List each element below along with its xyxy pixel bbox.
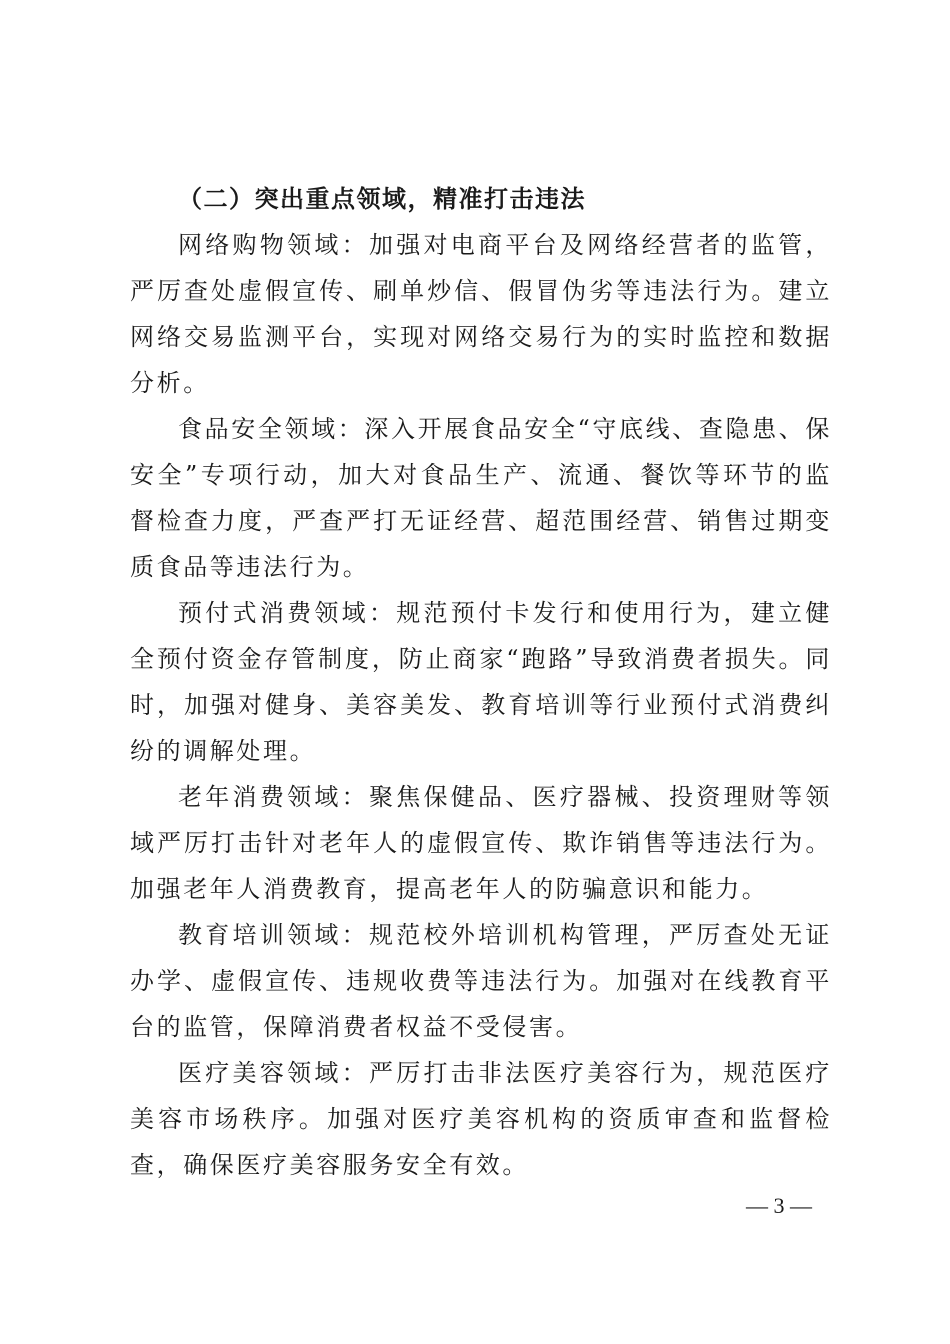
paragraph-medical-cosmetology: 医疗美容领域：严厉打击非法医疗美容行为，规范医疗美容市场秩序。加强对医疗美容机构的资质审查和监督检查，确保医疗美容服务安全有效。 [130, 1059, 832, 1179]
document-body [130, 176, 832, 1188]
paragraph-food-safety: 食品安全领域：深入开展食品安全“守底线、查隐患、保安全”专项行动，加大对食品生产、流通、餐饮等环节的监督检查力度，严查严打无证经营、超范围经营、销售过期变质食品等违法行为。 [130, 415, 832, 581]
paragraph-elderly-consumption: 老年消费领域：聚焦保健品、医疗器械、投资理财等领域严厉打击针对老年人的虚假宣传、欺诈销售等违法行为。加强老年人消费教育，提高老年人的防骗意识和能力。 [130, 783, 832, 903]
paragraph-prepaid-consumption: 预付式消费领域：规范预付卡发行和使用行为，建立健全预付资金存管制度，防止商家“跑路”导致消费者损失。同时，加强对健身、美容美发、教育培训等行业预付式消费纠纷的调解处理。 [130, 599, 832, 765]
paragraph-online-shopping: 网络购物领域：加强对电商平台及网络经营者的监管，严厉查处虚假宣传、刷单炒信、假冒伪劣等违法行为。建立网络交易监测平台，实现对网络交易行为的实时监控和数据分析。 [130, 231, 832, 397]
paragraph-education-training: 教育培训领域：规范校外培训机构管理，严厉查处无证办学、虚假宣传、违规收费等违法行为。加强对在线教育平台的监管，保障消费者权益不受侵害。 [130, 921, 832, 1041]
page-number: — 3 — [746, 1193, 812, 1218]
section-heading: （二）突出重点领域，精准打击违法 [178, 184, 586, 213]
